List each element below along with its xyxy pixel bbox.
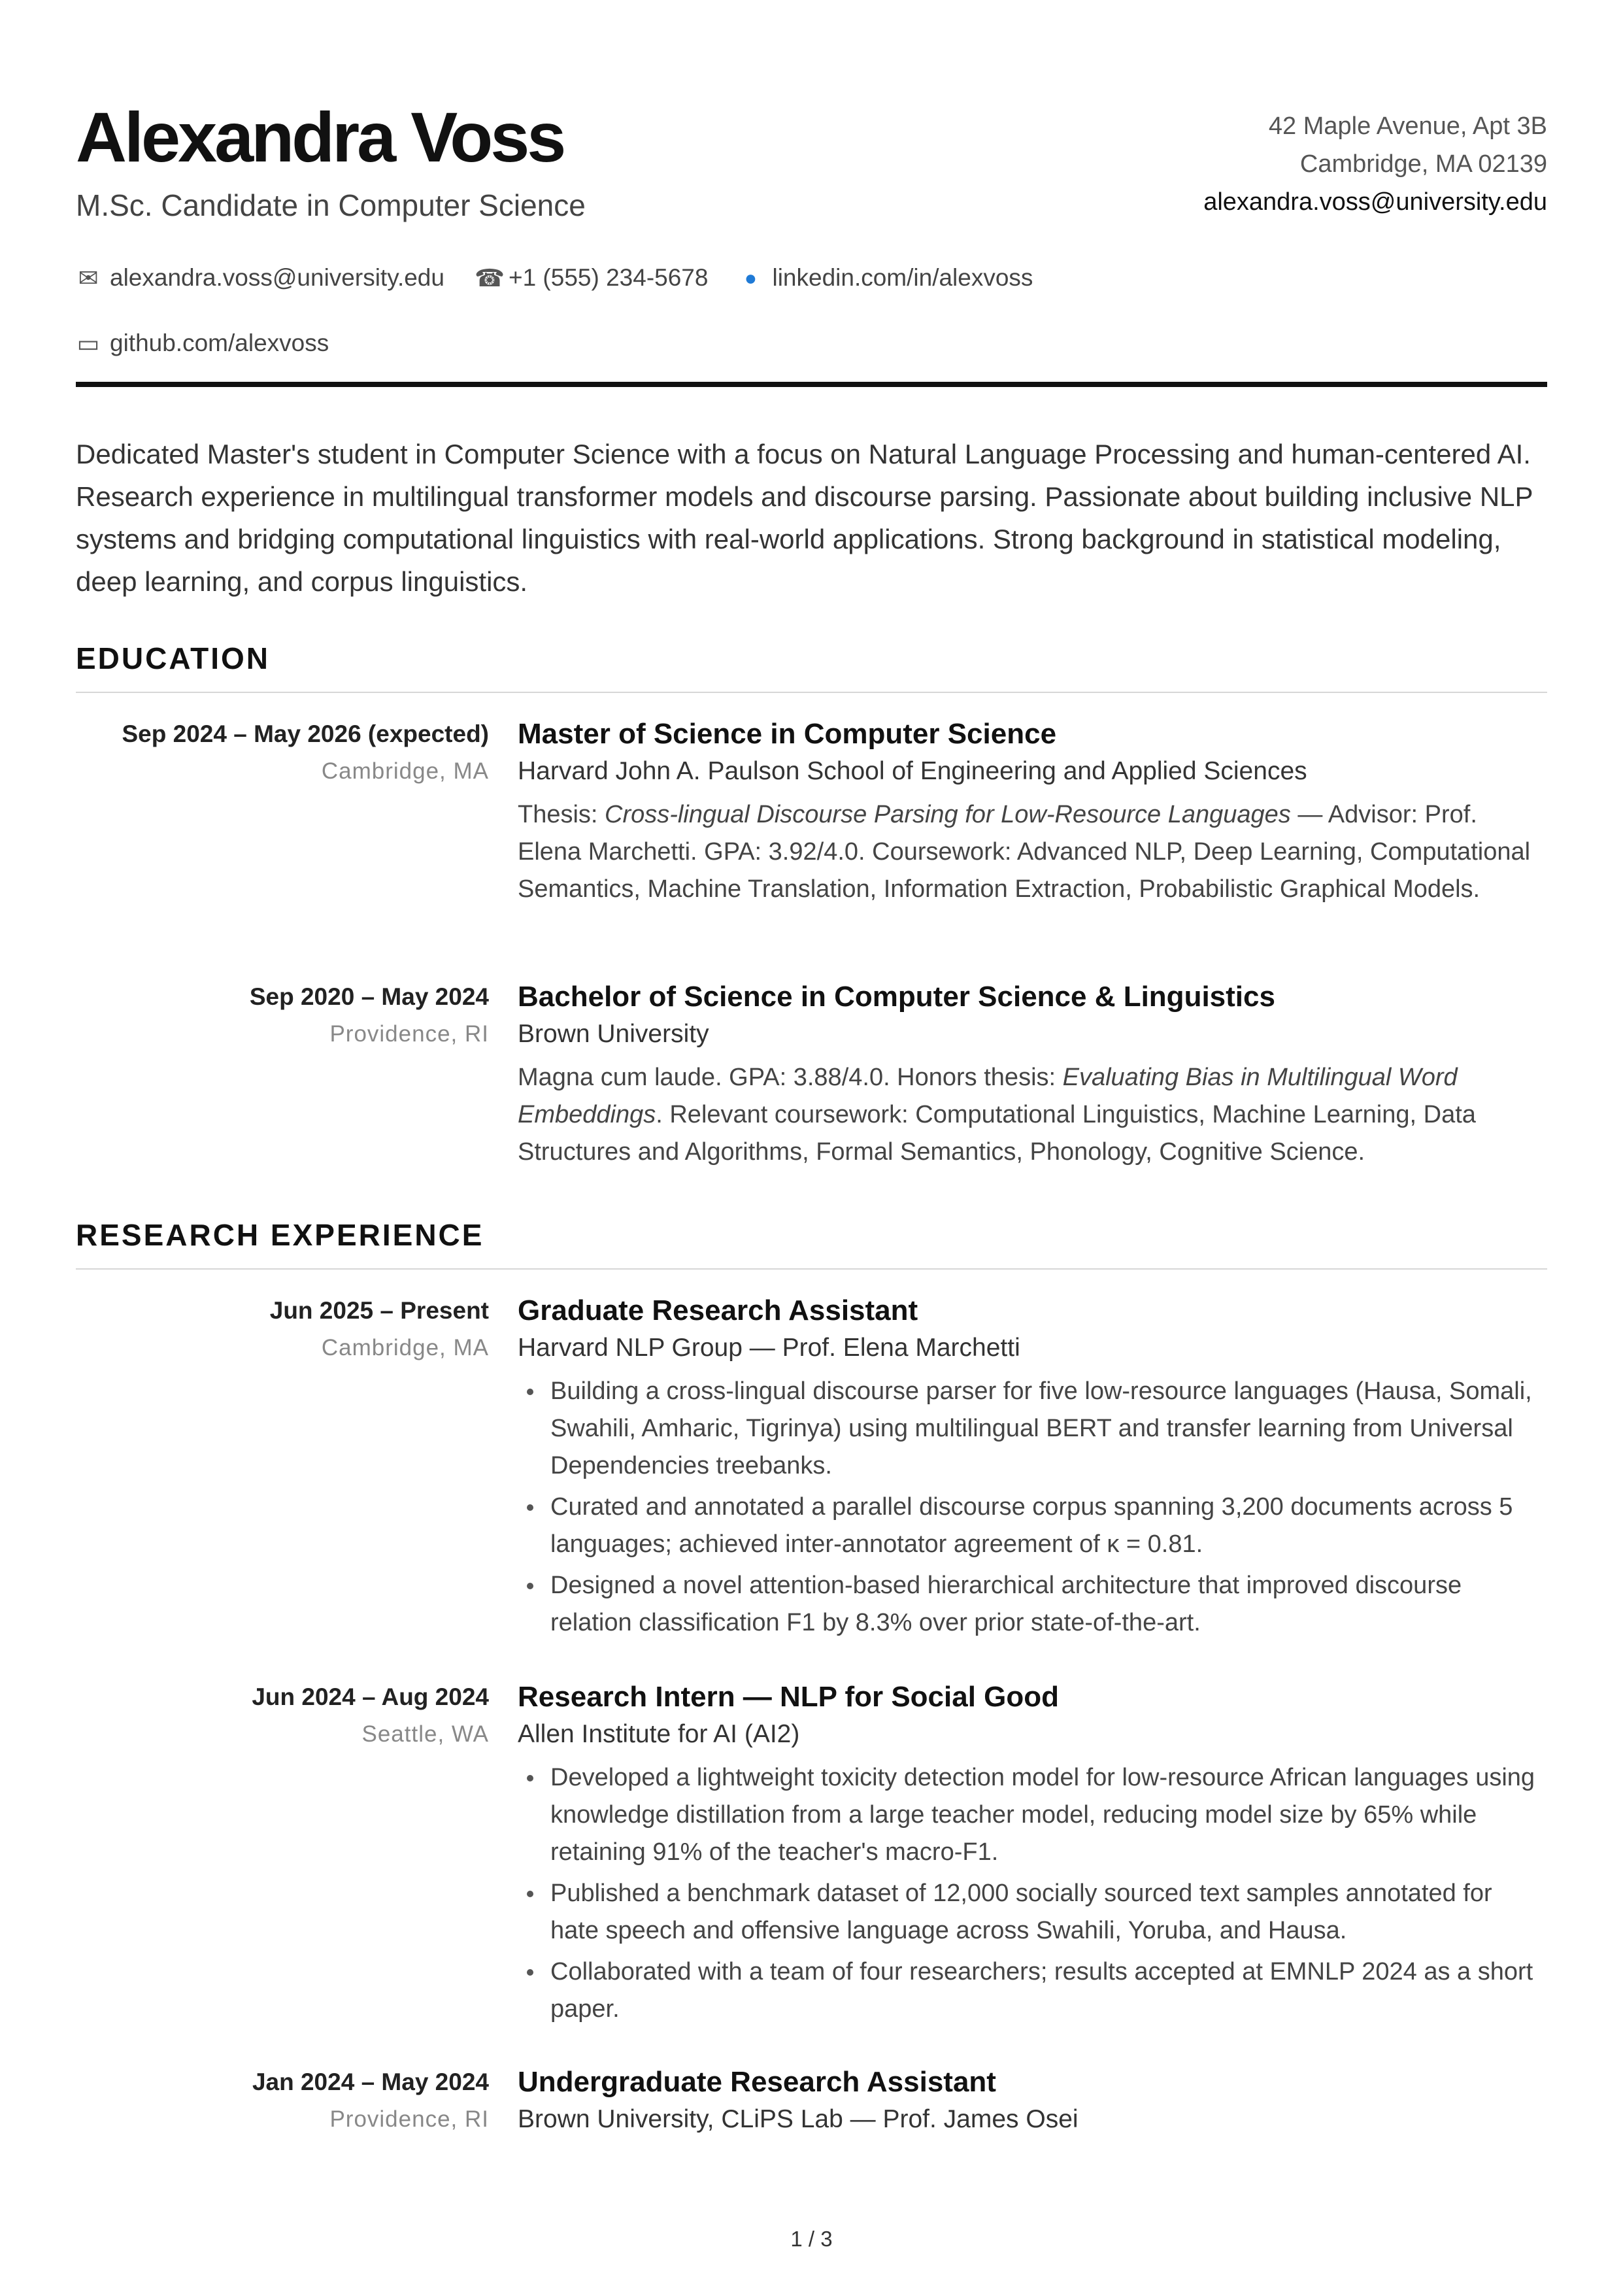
contact-github-text: github.com/alexvoss — [110, 329, 329, 356]
entry-dates: Jun 2024 – Aug 2024 — [252, 1683, 489, 1710]
contact-email-text: alexandra.voss@university.edu — [110, 264, 444, 291]
research-divider — [76, 1268, 1547, 1270]
organization: Brown University, CLiPS Lab — Prof. James Osei — [518, 2105, 1079, 2133]
summary-paragraph: Dedicated Master's student in Computer Science with a focus on Natural Language Processing and human-centered AI. Research experience in multilingual transformer models and discourse parsing. Passionate about building inclusive NLP systems and bridging computational linguistics with real-world applications. Strong background in statistical modeling, deep learning, and corpus linguistics. — [76, 439, 1533, 597]
contact-linkedin-text: linkedin.com/in/alexvoss — [772, 264, 1033, 291]
entry-meta — [76, 716, 489, 791]
degree-description: Magna cum laude. GPA: 3.88/4.0. Honors thesis: Evaluating Bias in Multilingual Word Embeddings. Relevant coursework: Computational Linguistics, Machine Learning, Data Structures and Algorithms, Formal Semantics, Phonology, Cognitive Science. — [518, 1064, 1476, 1166]
education-heading: EDUCATION — [76, 641, 271, 675]
contact-github[interactable] — [76, 311, 329, 376]
address-block — [1203, 107, 1547, 221]
role-title: Undergraduate Research Assistant — [518, 2066, 996, 2098]
contact-phone[interactable] — [475, 245, 709, 311]
entry-location: Cambridge, MA — [321, 758, 489, 784]
organization: Allen Institute for AI (AI2) — [518, 1720, 800, 1748]
research-heading: RESEARCH EXPERIENCE — [76, 1218, 484, 1252]
globe-icon: ● — [744, 265, 758, 290]
role-title: Graduate Research Assistant — [518, 1294, 918, 1326]
phone-icon: ☎ — [474, 264, 505, 292]
role-title: Research Intern — NLP for Social Good — [518, 1681, 1060, 1713]
entry-location: Providence, RI — [329, 1021, 489, 1047]
entry-body — [518, 716, 1547, 908]
degree-description: Thesis: Cross-lingual Discourse Parsing for Low-Resource Languages — Advisor: Prof. Elena Marchetti. GPA: 3.92/4.0. Coursework: Advanced NLP, Deep Learning, Computational Semantics, Machine Translation, Information Extraction, Probabilistic Graphical Models. — [518, 801, 1531, 903]
entry-dates: Jun 2025 – Present — [269, 1297, 489, 1324]
bullet-item: Designed a novel attention-based hierarchical architecture that improved discourse relation classification F1 by 8.3% over prior state-of-the-art. — [518, 1567, 1547, 1642]
school-name: Brown University — [518, 1020, 709, 1048]
candidate-headline: M.Sc. Candidate in Computer Science — [76, 188, 586, 222]
bullet-item: Published a benchmark dataset of 12,000 socially sourced text samples annotated for hate speech and offensive language across Swahili, Yoruba, and Hausa. — [518, 1875, 1547, 1950]
header-divider — [76, 382, 1547, 387]
entry-body — [518, 2064, 1547, 2139]
entry-body — [518, 1292, 1547, 1646]
envelope-icon: ✉ — [78, 264, 99, 292]
bullet-item: Building a cross-lingual discourse parser for five low-resource languages (Hausa, Somali, Swahili, Amharic, Tigrinya) using multilingual BERT and transfer learning from Universal Dependencies treebanks. — [518, 1373, 1547, 1485]
entry-body — [518, 979, 1547, 1171]
degree-title: Master of Science in Computer Science — [518, 718, 1057, 750]
address-line-1: 42 Maple Avenue, Apt 3B — [1268, 112, 1547, 140]
bullet-item: Curated and annotated a parallel discourse corpus spanning 3,200 documents across 5 languages; achieved inter-annotator agreement of κ = 0.81. — [518, 1489, 1547, 1563]
school-name: Harvard John A. Paulson School of Engineering and Applied Sciences — [518, 757, 1307, 785]
bullet-list — [518, 1759, 1547, 2028]
entry-meta — [76, 2064, 489, 2139]
education-divider — [76, 692, 1547, 693]
bullet-list — [518, 1373, 1547, 1642]
contact-bar — [76, 245, 1187, 376]
degree-title: Bachelor of Science in Computer Science & Linguistics — [518, 981, 1275, 1013]
entry-meta — [76, 979, 489, 1054]
bullet-item: Developed a lightweight toxicity detection model for low-resource African languages using knowledge distillation from a large teacher model, reducing model size by 65% while retaining 91% of the teacher's macro-F1. — [518, 1759, 1547, 1871]
entry-meta — [76, 1679, 489, 1754]
entry-dates: Jan 2024 – May 2024 — [252, 2068, 489, 2095]
address-email-link[interactable]: alexandra.voss@university.edu — [1203, 188, 1547, 216]
organization: Harvard NLP Group — Prof. Elena Marchetti — [518, 1334, 1020, 1362]
candidate-name: Alexandra Voss — [76, 97, 564, 177]
entry-meta — [76, 1292, 489, 1368]
contact-email[interactable] — [76, 245, 444, 311]
page-indicator: 1 / 3 — [790, 2227, 833, 2251]
address-line-2: Cambridge, MA 02139 — [1299, 150, 1547, 178]
entry-location: Cambridge, MA — [321, 1335, 489, 1360]
entry-location: Providence, RI — [329, 2106, 489, 2132]
contact-linkedin[interactable] — [738, 245, 1033, 311]
entry-dates: Sep 2024 – May 2026 (expected) — [122, 720, 489, 747]
thesis-title: Evaluating Bias in Multilingual Word Embeddings — [518, 1064, 1458, 1128]
thesis-title: Cross-lingual Discourse Parsing for Low-Resource Languages — [605, 801, 1291, 828]
bullet-item: Collaborated with a team of four researchers; results accepted at EMNLP 2024 as a short paper. — [518, 1953, 1547, 2028]
entry-body — [518, 1679, 1547, 2032]
entry-location: Seattle, WA — [361, 1721, 489, 1747]
laptop-icon: ▭ — [76, 329, 100, 357]
contact-phone-text: +1 (555) 234-5678 — [508, 264, 709, 291]
entry-dates: Sep 2020 – May 2024 — [249, 983, 489, 1010]
